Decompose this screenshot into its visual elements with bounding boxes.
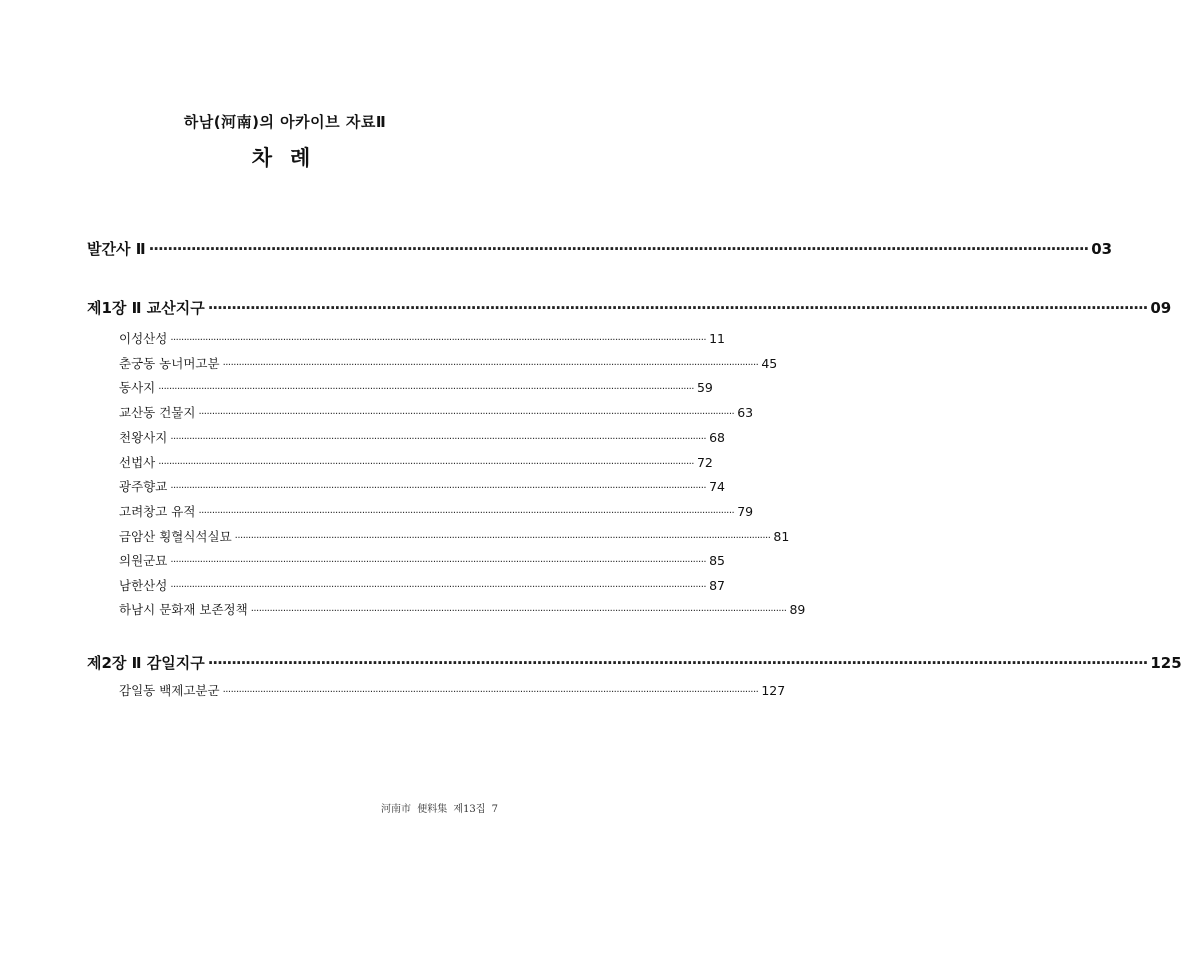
toc-entry-item[interactable] <box>119 329 725 347</box>
toc-entry-item[interactable] <box>119 502 754 520</box>
toc-title: 차례 <box>251 146 329 170</box>
toc-page-number: 09 <box>1150 299 1172 317</box>
leader-dots: ········································································································································································································ <box>158 384 694 395</box>
toc-entry-item[interactable] <box>119 378 713 396</box>
toc-entry-item[interactable] <box>119 477 725 495</box>
toc-entry-item[interactable] <box>119 354 778 372</box>
toc-entry-label: 동사지 <box>119 380 156 395</box>
leader-dots: ········································································································································································································ <box>250 606 787 617</box>
toc-entry-label: 제2장 Ⅱ 감일지구 <box>87 654 205 672</box>
toc-entry-label: 고려창고 유적 <box>119 504 196 519</box>
toc-entry-label: 의원군묘 <box>119 553 168 568</box>
toc-entry-label: 춘궁동 농너머고분 <box>119 356 220 371</box>
toc-entry-label: 감일동 백제고분군 <box>119 683 220 698</box>
toc-page-number: 89 <box>789 602 806 617</box>
toc-page-number: 74 <box>709 479 725 494</box>
toc-entry-chapter-2[interactable] <box>87 652 1182 673</box>
leader-dots: ········································································································································································································ <box>148 240 1089 258</box>
toc-entry-item[interactable] <box>119 403 754 421</box>
toc-entry-label: 광주향교 <box>119 479 168 494</box>
leader-dots: ········································································································································································································ <box>207 654 1148 672</box>
toc-page-number: 87 <box>709 578 725 593</box>
toc-page-number: 68 <box>709 430 725 445</box>
toc-entry-item[interactable] <box>119 681 786 699</box>
leader-dots: ········································································································································································································ <box>198 409 735 420</box>
toc-entry-chapter-1[interactable] <box>87 297 1172 318</box>
toc-entry-label: 이성산성 <box>119 331 168 346</box>
series-title: 하남(河南)의 아카이브 자료Ⅱ <box>183 113 387 131</box>
toc-page-number: 81 <box>773 529 790 544</box>
toc-page-number: 72 <box>696 455 713 470</box>
leader-dots: ········································································································································································································ <box>158 459 694 470</box>
leader-dots: ········································································································································································································ <box>170 434 707 445</box>
toc-entry-item[interactable] <box>119 600 806 618</box>
leader-dots: ········································································································································································································ <box>198 508 735 519</box>
toc-entry-preface[interactable] <box>87 238 1113 259</box>
toc-page-number: 11 <box>709 331 725 346</box>
toc-page-number: 125 <box>1150 654 1182 672</box>
toc-page-number: 85 <box>709 553 725 568</box>
toc-page-number: 63 <box>737 405 754 420</box>
leader-dots: ········································································································································································································ <box>222 360 759 371</box>
toc-entry-label: 금암산 횡혈식석실묘 <box>119 529 232 544</box>
toc-entry-label: 제1장 Ⅱ 교산지구 <box>87 299 205 317</box>
leader-dots: ········································································································································································································ <box>222 687 759 698</box>
toc-page-number: 03 <box>1091 240 1113 258</box>
toc-entry-item[interactable] <box>119 527 790 545</box>
toc-entry-label: 발간사 Ⅱ <box>87 240 146 258</box>
toc-page-number: 79 <box>737 504 754 519</box>
toc-entry-label: 하남시 문화재 보존정책 <box>119 602 248 617</box>
toc-page-number: 59 <box>696 380 713 395</box>
toc-entry-label: 천왕사지 <box>119 430 168 445</box>
leader-dots: ········································································································································································································ <box>170 335 707 346</box>
leader-dots: ········································································································································································································ <box>234 533 771 544</box>
toc-entry-item[interactable] <box>119 453 713 471</box>
toc-entry-item[interactable] <box>119 551 725 569</box>
toc-page-number: 45 <box>761 356 778 371</box>
toc-entry-label: 교산동 건물지 <box>119 405 196 420</box>
toc-entry-item[interactable] <box>119 428 725 446</box>
toc-entry-item[interactable] <box>119 576 725 594</box>
leader-dots: ········································································································································································································ <box>207 299 1148 317</box>
page-footer: 河南市 便料集 제13집 7 <box>381 804 498 815</box>
toc-entry-label: 선법사 <box>119 455 156 470</box>
leader-dots: ········································································································································································································ <box>170 483 707 494</box>
leader-dots: ········································································································································································································ <box>170 557 707 568</box>
leader-dots: ········································································································································································································ <box>170 582 707 593</box>
toc-page-number: 127 <box>761 683 786 698</box>
toc-entry-label: 남한산성 <box>119 578 168 593</box>
